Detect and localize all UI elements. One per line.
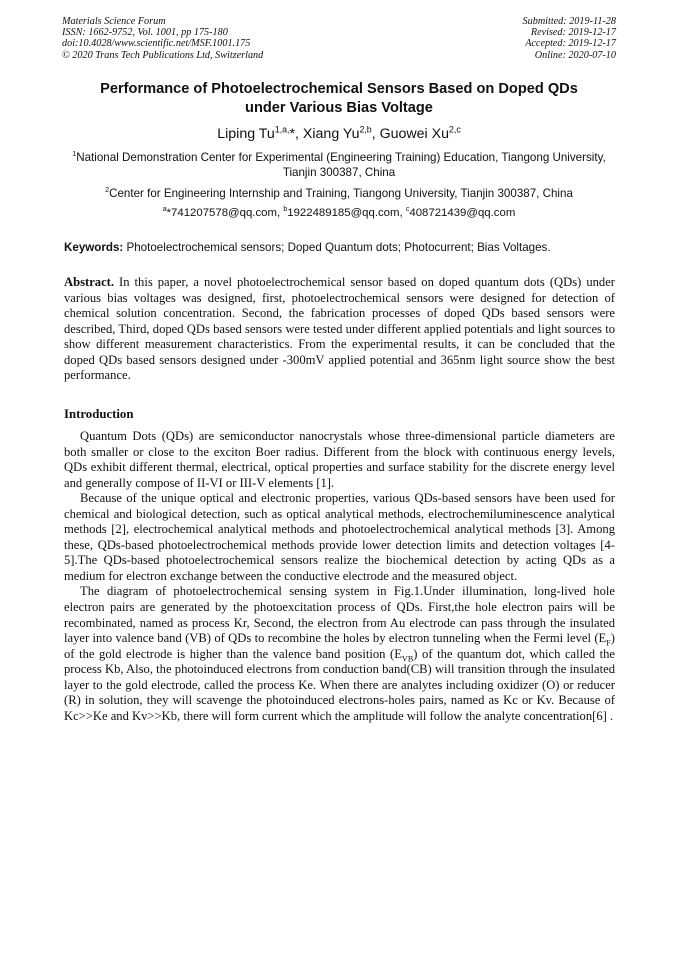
affiliation-text: Center for Engineering Internship and Training, Tiangong University, Tianjin 300387, China xyxy=(109,187,573,200)
title-line: Performance of Photoelectrochemical Sensors Based on Doped QDs xyxy=(100,81,578,97)
date-accepted: Accepted: 2019-12-17 xyxy=(525,38,616,50)
subscript: VB xyxy=(401,654,414,664)
abstract xyxy=(64,275,615,384)
subscript: F xyxy=(606,638,611,648)
author-name: Guowei Xu xyxy=(379,126,449,142)
keywords xyxy=(64,240,616,255)
title-line: under Various Bias Voltage xyxy=(245,100,433,116)
affiliation-mark: 2 xyxy=(105,185,110,195)
affiliation-1 xyxy=(60,150,618,180)
journal-doi: doi:10.4028/www.scientific.net/MSF.1001.175 xyxy=(62,38,251,50)
author-separator: *, xyxy=(289,126,303,142)
author-emails xyxy=(40,206,638,221)
date-revised: Revised: 2019-12-17 xyxy=(530,27,616,39)
paragraph-text: ) of the quantum dot, which called the process Kb, Also, the photoinduced electrons from conduction band(CB) will transition through the insulated layer to the gold electrode, called the process Ke. When there are analytes including oxidizer (O) or reducer (R) in solution, they will scavenge the photoinduced electrons-holes pairs, named as Kc or Kv. Because of Kc>>Ke and Kv>>Kb, there will form current which the amplitude will follow the analyte concentration[6] . xyxy=(64,646,615,723)
affiliation-mark: 1 xyxy=(72,149,77,159)
email-mark: a xyxy=(162,206,167,214)
section-heading-introduction: Introduction xyxy=(64,407,134,421)
affiliation-text: National Demonstration Center for Experimental (Engineering Training) Education, Tiangong University, Tianjin 300387, China xyxy=(76,151,606,179)
paragraph: Because of the unique optical and electronic properties, various QDs-based sensors have been used for chemical and biological detection, such as optical analytical methods, electrochemiluminescence analytical methods [2], electrochemical analytical methods and photoelectrochemical analytical methods [3]. Among these, QDs-based photoelectrochemical methods provide lower detection limits and detection voltages [4-5].The QDs-based photoelectrochemical sensors realize the biochemical detection by acting QDs as a medium for electron exchange between the conductive electrode and the measured object. xyxy=(64,491,615,583)
keywords-label: Keywords: xyxy=(64,241,124,254)
email-link[interactable]: 1922489185@qq.com, xyxy=(287,207,406,219)
keywords-text: Photoelectrochemical sensors; Doped Quantum dots; Photocurrent; Bias Voltages. xyxy=(123,241,551,254)
author-list xyxy=(40,125,638,143)
date-online: Online: 2020-07-10 xyxy=(534,49,616,61)
author-affiliation-mark: 2,b xyxy=(359,124,372,135)
paragraph-text: The diagram of photoelectrochemical sensing system in Fig.1.Under illumination, long-lived hole electron pairs are generated by the photoexcitation process of QDs. First,the hole electron pairs will be recombinated, named as process Kr, Second, the electron from Au electrode can pass through the insulated layer into valence band (VB) of QDs to recombine the holes by electron tunneling when the Fermi level (E xyxy=(64,584,615,646)
introduction-body xyxy=(64,429,615,724)
paper-title xyxy=(40,80,638,118)
email-link[interactable]: 408721439@qq.com xyxy=(409,207,516,219)
publication-dates xyxy=(523,16,616,61)
author-affiliation-mark: 2,c xyxy=(449,124,461,135)
author-name: Liping Tu xyxy=(217,126,275,142)
journal-issn: ISSN: 1662-9752, Vol. 1001, pp 175-180 xyxy=(62,27,228,39)
author-separator: , xyxy=(371,126,380,142)
paragraph: Quantum Dots (QDs) are semiconductor nanocrystals whose three-dimensional particle diameters are both smaller or close to the exciton Boer radius. Different from the block with continuous energy levels, QDs exhibit different thermal, electrical, optical properties and surface stability for the discrete energy level and generally compose of II-VI or III-V elements [1]. xyxy=(64,429,615,490)
email-mark: c xyxy=(405,206,410,214)
journal-name: Materials Science Forum xyxy=(62,16,166,27)
author-name: Xiang Yu xyxy=(302,126,360,142)
abstract-text: In this paper, a novel photoelectrochemical sensor based on doped quantum dots (QDs) under various bias voltages was designed, first, photoelectrochemical sensors were designed for detection of chemical solution concentration. Second, the fabrication processes of doped QDs based sensors were described, Third, doped QDs based sensors were tested under different applied potentials and light sources to show different measurement characteristics. From the experimental results, it can be concluded that the doped QDs based sensors designed under -300mV applied potential and 365nm light source show the best performance. xyxy=(64,275,615,382)
paragraph-text: ) of the gold electrode is higher than the valence band position (E xyxy=(64,631,615,661)
date-submitted: Submitted: 2019-11-28 xyxy=(522,16,616,27)
journal-copyright: © 2020 Trans Tech Publications Ltd, Switzerland xyxy=(62,49,264,61)
author-affiliation-mark: 1,a, xyxy=(274,124,290,135)
affiliation-2 xyxy=(60,186,618,201)
journal-info xyxy=(62,16,263,61)
email-link[interactable]: *741207578@qq.com, xyxy=(166,207,284,219)
abstract-label: Abstract. xyxy=(64,275,115,289)
paragraph xyxy=(64,584,615,724)
email-mark: b xyxy=(283,206,288,214)
